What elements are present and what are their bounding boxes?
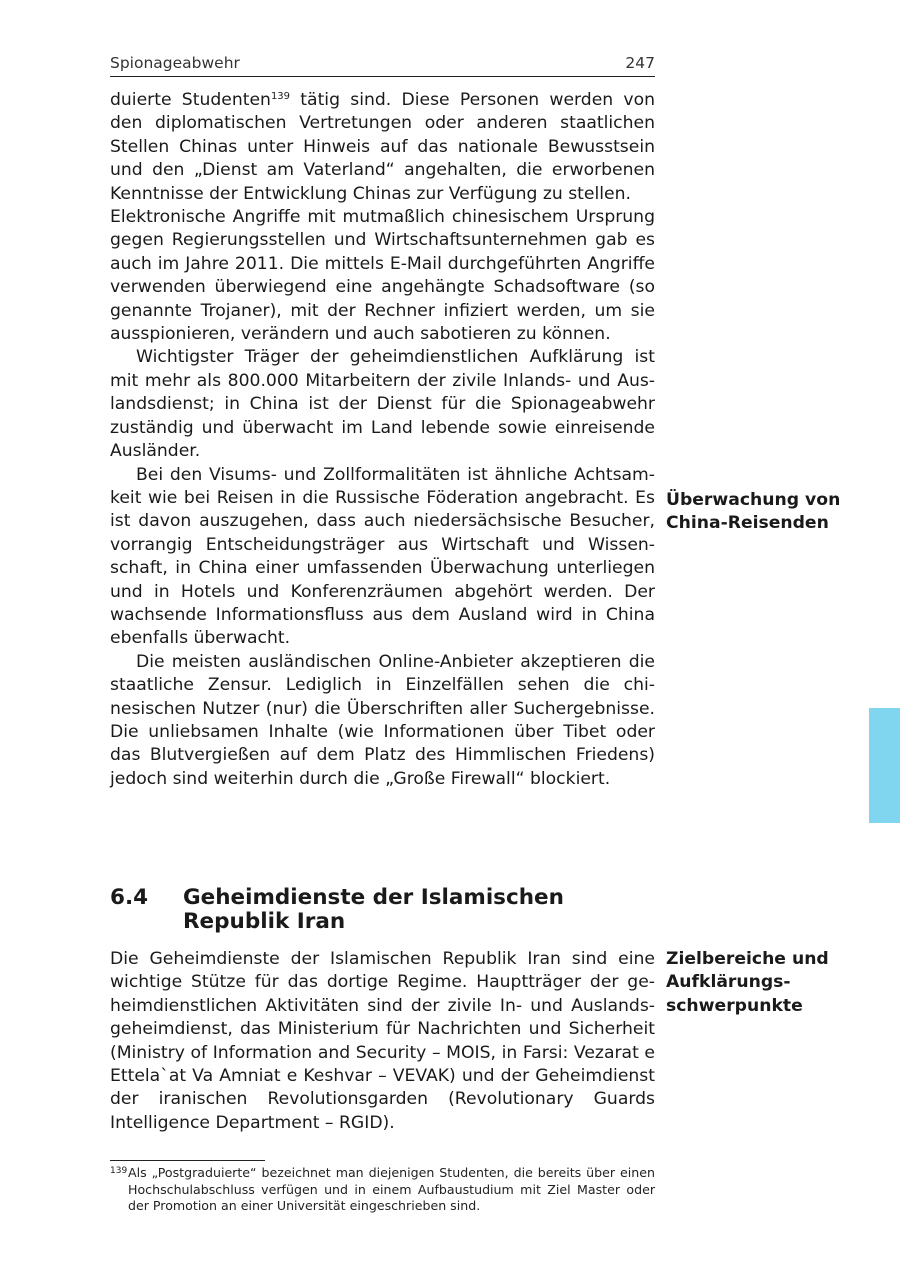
section-number: 6.4 [110, 885, 149, 910]
running-title: Spionageabwehr [110, 54, 240, 72]
paragraph-iran-services: Die Geheimdienste der Islamischen Republik Iran sind eine wichtige Stütze für das dortige Regime. Hauptträger der geheimdienstlichen Aktivitäten sind der zivile In- und Auslandsgeheimdienst, das Ministerium für Nachrichten und Sicherheit (Ministry of Information and Security – MOIS, in Farsi: Vezarat e Ettela`at Va Amniat e Keshvar – VEVAK) und der Geheimdienst der iranischen Revolutionsgarden (Revolutionary Guards Intelligence Department – RGID). [110, 949, 655, 1133]
margin-note-iran: Zielbereiche und Aufklärungs- schwerpunkte [666, 949, 829, 1016]
running-header [110, 52, 655, 77]
footnote-divider [110, 1160, 265, 1161]
body-text-iran [110, 948, 655, 1135]
paragraph-visa-surveillance: Bei den Visums- und Zollformalitäten ist ähnliche Achtsamkeit wie bei Reisen in die Russische Föderation angebracht. Es ist davon auszugehen, dass auch niedersächsische Besucher, vorrangig Entscheidungsträger aus Wirtschaft und Wissenschaft, in China einer umfassenden Überwachung unterliegen und in Hotels und Konferenzräumen abgehört werden. Der wachsende Informationsfluss aus dem Ausland wird in China ebenfalls überwacht. [110, 464, 655, 649]
paragraph-electronic-attacks: Elektronische Angriffe mit mutmaßlich chinesischem Ursprung gegen Regierungsstellen und Wirtschaftsunternehmen gab es auch im Jahre 2011. Die mittels E-Mail durchgeführten Angriffe verwenden überwiegend eine angehängte Schadsoftware (so genannte Trojaner), mit der Rechner infiziert werden, um sie ausspionieren, verändern und auch sabotieren zu können. [110, 207, 655, 345]
footnote-139 [110, 1165, 655, 1215]
body-text-china [110, 89, 655, 791]
footnote-mark: 139 [110, 1166, 128, 1176]
page-number: 247 [625, 54, 655, 72]
margin-note-china: Überwachung von China-Reisenden [666, 490, 841, 534]
paragraph-main-agency: Wichtigster Träger der geheimdienstlichen Aufklärung ist mit mehr als 800.000 Mitarbeitern der zivile Inlands- und Auslandsdienst; in China ist der Dienst für die Spionageabwehr zuständig und überwacht im Land lebende sowie einreisende Ausländer. [110, 347, 655, 462]
paragraph-students: duierte Studenten$^{139}$ tätig sind. Diese Personen werden von den diplomatischen Vertretungen oder anderen staatlichen Stellen Chinas unter Hinweis auf das nationale Bewusstsein und den „Dienst am Vaterland“ angehalten, die erworbenen Kenntnisse der Entwicklung Chinas zur Verfügung zu stellen. [110, 90, 656, 204]
footnote-text: Als „Postgraduierte“ bezeichnet man diejenigen Studenten, die bereits über einen Hochschulabschluss verfügen und in einem Aufbaustudium mit Ziel Master oder der Promotion an einer Universität eingeschrieben sind. [128, 1165, 655, 1213]
footnote-reference[interactable]: 139 [270, 91, 291, 102]
paragraph-censorship: Die meisten ausländischen Online-Anbieter akzeptieren die staatliche Zensur. Lediglich in Einzelfällen sehen die chinesischen Nutzer (nur) die Überschriften aller Suchergebnisse. Die unliebsamen Inhalte (wie Informationen über Tibet oder das Blutvergießen auf dem Platz des Himmlischen Friedens) jedoch sind weiterhin durch die „Große Firewall“ blockiert. [110, 651, 655, 789]
chapter-thumb-tab [869, 708, 900, 823]
section-title: Geheimdienste der Islamischen Republik Iran [183, 885, 564, 934]
